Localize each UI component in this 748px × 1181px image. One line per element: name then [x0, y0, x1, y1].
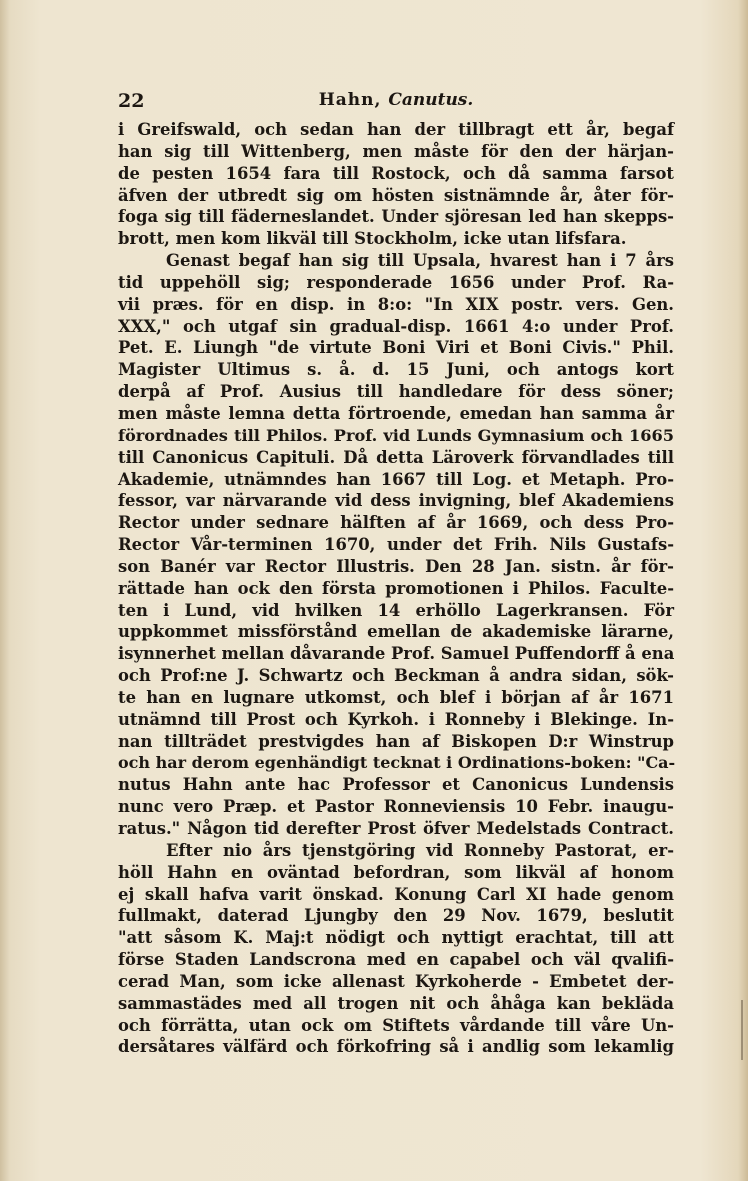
text-line: ten i Lund, vid hvilken 14 erhöllo Lagerkransen. För [118, 600, 674, 620]
text-line: vii præs. för en disp. in 8:o: "In XIX postr. vers. Gen. [118, 294, 674, 314]
text-line: Magister Ultimus s. å. d. 15 Juni, och antogs kort [118, 360, 674, 380]
text-line: han sig till Wittenberg, men måste för den der härjan- [118, 141, 674, 161]
text-line: Pet. E. Liungh "de virtute Boni Viri et Boni Civis." Phil. [118, 338, 674, 358]
body-text [118, 119, 674, 1058]
text-line: "att såsom K. Maj:t nödigt och nyttigt erachtat, till att [118, 928, 674, 948]
text-line: höll Hahn en oväntad befordran, som likväl af honom [118, 862, 674, 882]
text-line: ratus." Någon tid derefter Prost öfver Medelstads Contract. [118, 819, 674, 838]
text-line: Genast begaf han sig till Upsala, hvarest han i 7 års [166, 251, 674, 271]
text-line: fullmakt, daterad Ljungby den 29 Nov. 1679, beslutit [118, 906, 674, 926]
page-header [118, 90, 674, 114]
text-line: de pesten 1654 fara till Rostock, och då samma farsot [118, 163, 674, 183]
text-line: son Banér var Rector Illustris. Den 28 Jan. sistn. år för- [118, 556, 674, 576]
running-title [118, 90, 674, 110]
text-line: te han en lugnare utkomst, och blef i början af år 1671 [118, 687, 674, 707]
text-line: äfven der utbredt sig om hösten sistnämnde år, åter för- [118, 185, 674, 205]
text-line: men måste lemna detta förtroende, emedan han samma år [118, 403, 674, 423]
text-line: cerad Man, som icke allenast Kyrkoherde - Embetet der- [118, 971, 674, 991]
text-line: XXX," och utgaf sin gradual-disp. 1661 4:o under Prof. [118, 316, 674, 336]
running-title-italic: Canutus. [388, 90, 474, 110]
running-title-name: Hahn, [318, 90, 382, 110]
text-line: dersåtares välfärd och förkofring så i andlig som lekamlig [118, 1037, 674, 1057]
page-number: 22 [118, 90, 145, 112]
text-line: brott, men kom likväl till Stockholm, icke utan lifsfara. [118, 229, 627, 249]
text-line: ej skall hafva varit önskad. Konung Carl XI hade genom [118, 884, 674, 904]
text-line: förordnades till Philos. Prof. vid Lunds Gymnasium och 1665 [118, 425, 674, 445]
text-line: och Prof:ne J. Schwartz och Beckman å andra sidan, sök- [118, 666, 674, 686]
text-line: förse Staden Landscrona med en capabel och väl qvalifi- [118, 950, 674, 970]
text-line: nunc vero Præp. et Pastor Ronneviensis 10 Febr. inaugu- [118, 797, 674, 817]
text-line: i Greifswald, och sedan han der tillbragt ett år, begaf [118, 120, 674, 139]
text-line: foga sig till fäderneslandet. Under sjöresan led han skepps- [118, 207, 674, 227]
text-line: sammastädes med all trogen nit och åhåga kan bekläda [118, 993, 674, 1013]
text-line: Rector Vår-terminen 1670, under det Frih. Nils Gustafs- [118, 535, 674, 555]
text-line: fessor, var närvarande vid dess invigning, blef Akademiens [118, 491, 674, 511]
text-line: och har derom egenhändigt tecknat i Ordinations-boken: "Ca- [118, 753, 676, 773]
text-line: derpå af Prof. Ausius till handledare för dess söner; [118, 382, 674, 402]
margin-mark [741, 1000, 743, 1060]
text-line: och förrätta, utan ock om Stiftets vårdande till våre Un- [118, 1015, 674, 1035]
text-line: Akademie, utnämndes han 1667 till Log. et Metaph. Pro- [118, 469, 674, 489]
text-line: till Canonicus Capituli. Då detta Läroverk förvandlades till [118, 447, 674, 467]
text-line: tid uppehöll sig; responderade 1656 under Prof. Ra- [118, 272, 674, 292]
text-line: isynnerhet mellan dåvarande Prof. Samuel Puffendorff å ena [118, 644, 675, 664]
text-line: nutus Hahn ante hac Professor et Canonicus Lundensis [118, 775, 674, 795]
text-line: nan tillträdet prestvigdes han af Biskopen D:r Winstrup [118, 731, 674, 751]
text-line: uppkommet missförstånd emellan de akademiske lärarne, [118, 622, 674, 642]
text-line: rättade han ock den första promotionen i Philos. Faculte- [118, 578, 674, 598]
text-line: Rector under sednare hälften af år 1669, och dess Pro- [118, 513, 674, 533]
text-line: utnämnd till Prost och Kyrkoh. i Ronneby i Blekinge. In- [118, 709, 674, 729]
text-line: Efter nio års tjenstgöring vid Ronneby Pastorat, er- [166, 840, 674, 860]
